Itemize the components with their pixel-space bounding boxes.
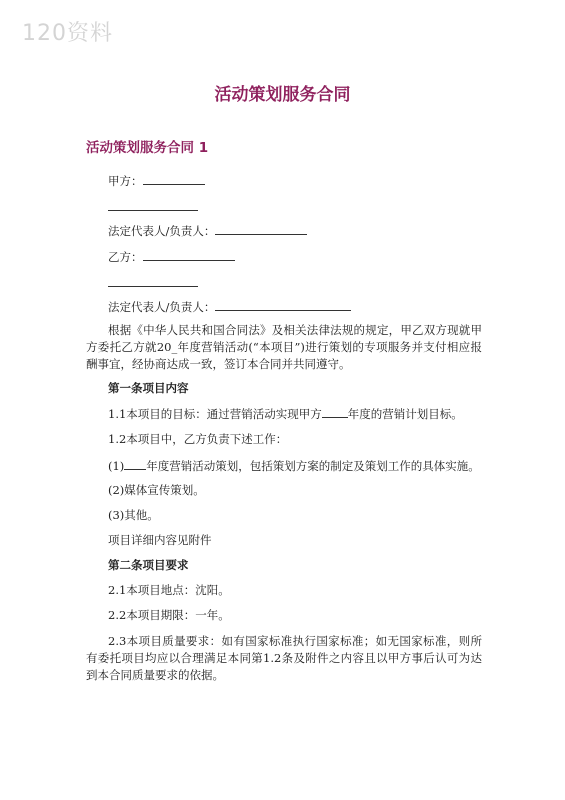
item-1-sub-1-blank (124, 457, 146, 470)
party-a-rep-blank (215, 222, 307, 235)
party-b-line (108, 248, 235, 265)
attachment-note: 项目详细内容见附件 (108, 533, 212, 547)
section1-heading: 第一条项目内容 (108, 381, 189, 395)
item-2-1: 2.1本项目地点：沈阳。 (108, 583, 230, 597)
contract-subtitle: 活动策划服务合同 1 (86, 140, 209, 156)
item-1-1-text-a: 1.1本项目的目标：通过营销活动实现甲方 (108, 407, 322, 421)
party-a-rep-line (108, 222, 307, 239)
item-1-sub-3: (3)其他。 (108, 508, 159, 522)
item-1-sub-1-text: 年度营销活动策划，包括策划方案的制定及策划工作的具体实施。 (146, 459, 480, 473)
item-1-1-blank (322, 405, 348, 418)
party-a-rep-label: 法定代表人/负责人： (108, 224, 216, 238)
party-b-blank (143, 248, 235, 261)
item-1-sub-1-prefix: (1) (108, 459, 125, 473)
party-b-extra-blank (108, 274, 198, 287)
party-a-blank (143, 172, 205, 185)
item-2-3-paragraph: 2.3本项目质量要求：如有国家标准执行国家标准；如无国家标准，则所有委托项目均应以合理满足本同第1.2条及附件之内容且以甲方事后认可为达到本合同质量要求的依据。 (86, 634, 482, 682)
party-b-rep-label: 法定代表人/负责人： (108, 300, 216, 314)
party-a-line (108, 172, 205, 189)
party-a-label: 甲方： (108, 174, 143, 188)
party-a-extra-blank (108, 198, 198, 211)
item-2-2: 2.2本项目期限：一年。 (108, 608, 230, 622)
party-a-extra-line (108, 198, 198, 215)
party-b-extra-line (108, 274, 198, 291)
item-1-2: 1.2本项目中，乙方负责下述工作： (108, 432, 288, 446)
party-b-label: 乙方： (108, 250, 143, 264)
watermark: 120资料 (22, 21, 113, 46)
item-1-1 (108, 405, 463, 422)
item-1-1-text-b: 年度的营销计划目标。 (347, 407, 463, 421)
section2-heading: 第二条项目要求 (108, 558, 189, 572)
item-1-sub-2: (2)媒体宣传策划。 (108, 483, 205, 497)
document-title: 活动策划服务合同 (214, 85, 351, 105)
item-1-sub-1 (108, 457, 480, 474)
preamble-paragraph: 根据《中华人民共和国合同法》及相关法律法规的规定，甲乙双方现就甲方委托乙方就20_年度营销活动(“本项目”)进行策划的专项服务并支付相应报酬事宜，经协商达成一致，签订本合同并共同遵守。 (86, 323, 482, 371)
party-b-rep-line (108, 298, 351, 315)
party-b-rep-blank (215, 298, 351, 311)
